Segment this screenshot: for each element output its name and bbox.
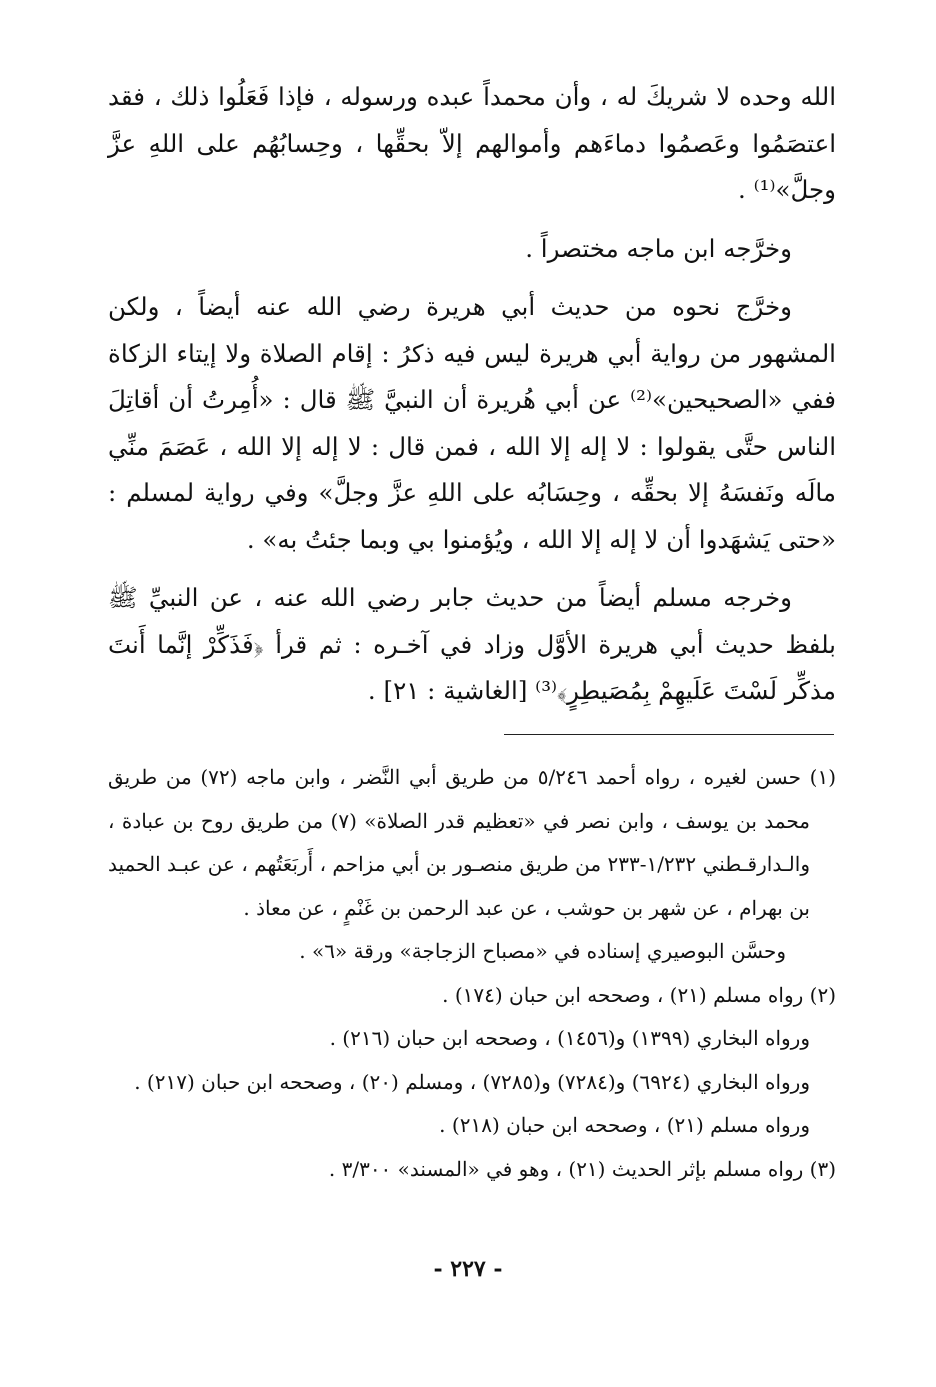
paragraph-abu-hurairah: وخرَّج نحوه من حديث أبي هريرة رضي الله عنه أيضاً ، ولكن المشهور من رواية أبي هريرة ليس فيه ذكرُ : إقام الصلاة ولا إيتاء الزكاة ففي «الصحيحين»⁽²⁾ عن أبي هُريرة أن النبيَّ ﷺ قال : «أُمِرتُ أن أقاتِلَ الناس حتَّى يقولوا : لا إله إلا الله ، فمن قال : لا إله إلا الله ، عَصَمَ منِّي مالَه ونَفسَهُ إلا بحقِّه ، وحِسَابُه على اللهِ عزَّ وجلَّ» وفي رواية لمسلم : «حتى يَشهَدوا أن لا إله إلا الله ، ويُؤمنوا بي وبما جئتُ به» . (108, 292, 836, 554)
paragraph-ibn-majah: وخرَّجه ابن ماجه مختصراً . (525, 233, 792, 263)
paragraph-jabir: وخرجه مسلم أيضاً من حديث جابر رضي الله عنه ، عن النبيِّ ﷺ بلفظ حديث أبي هريرة الأوَّل وزاد في آخـره : ثم قرأ ﴿فَذَكِّرْ إنَّما أَنتَ مذكِّر لَسْتَ عَلَيهِمْ بِمُصَيطِرٍ﴾⁽³⁾ [الغاشية : ٢١] . (108, 583, 836, 705)
footnote-2-bukhari-2: ورواه البخاري (٦٩٢٤) و(٧٢٨٤) و(٧٢٨٥) ، ومسلم (٢٠) ، وصححه ابن حبان (٢١٧) . (134, 1069, 810, 1094)
footnote-2: (٢) رواه مسلم (٢١) ، وصححه ابن حبان (١٧٤) . (442, 982, 836, 1007)
paragraph-hadith-end: الله وحده لا شريكَ له ، وأن محمداً عبده ورسوله ، فإذا فَعَلُوا ذلك ، فقد اعتصَمُوا وعَصمُوا دماءَهم وأموالهم إلاّ بحقِّها ، وحِسابُهُم على اللهِ عزَّ وجلَّ»⁽¹⁾ . (108, 82, 836, 204)
footnote-separator (504, 734, 834, 735)
footnote-3: (٣) رواه مسلم بإثر الحديث (٢١) ، وهو في «المسند» ٣/٣٠٠ . (328, 1156, 836, 1181)
footnote-2-bukhari-1: ورواه البخاري (١٣٩٩) و(١٤٥٦) ، وصححه ابن حبان (٢١٦) . (329, 1026, 810, 1050)
page-number: - ٢٢٧ - (433, 1256, 503, 1282)
footnote-1-extra: وحسَّن البوصيري إسناده في «مصباح الزجاجة» ورقة «٦» . (299, 939, 786, 963)
main-text (108, 74, 836, 727)
footnote-2-muslim: ورواه مسلم (٢١) ، وصححه ابن حبان (٢١٨) . (439, 1113, 810, 1137)
footnotes (108, 756, 836, 1191)
footnote-1: (١) حسن لغيره ، رواه أحمد ٥/٢٤٦ من طريق أبي النَّضر ، وابن ماجه (٧٢) من طريق محمد بن يوسف ، وابن نصر في «تعظيم قدر الصلاة» (٧) من طريق روح بن عبادة ، والـدارقـطني ١/٢٣٢-٢٣٣ من طريق منصـور بن أبي مزاحم ، أَربَعَتُهم ، عن عبـد الحميد بن بهرام ، عن شهر بن حوشب ، عن عبد الرحمن بن غَنْمٍ ، عن معاذ . (108, 765, 836, 920)
